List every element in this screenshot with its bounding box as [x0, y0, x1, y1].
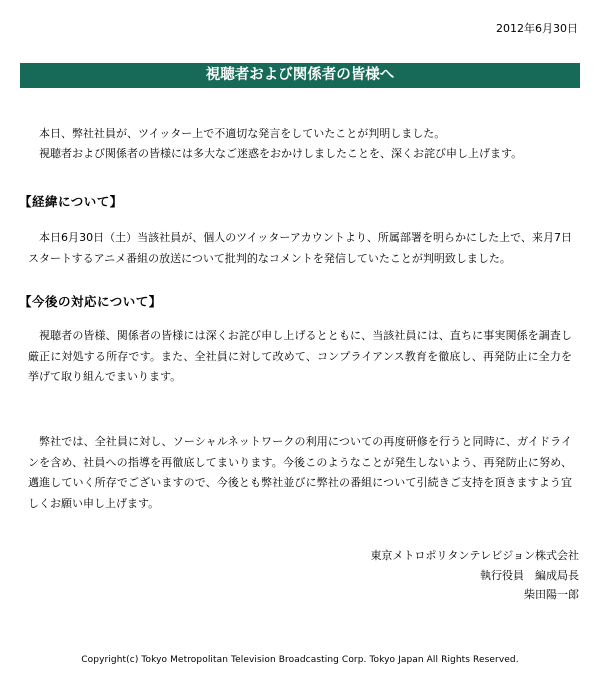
- intro-text: [28, 124, 578, 164]
- signature-name: 柴田陽一郎: [524, 588, 579, 601]
- copyright-notice: Copyright(c) Tokyo Metropolitan Television Broadcasting Corp. Tokyo Japan All Rights Reserved.: [81, 655, 519, 665]
- release-date: 2012年6月30日: [496, 22, 578, 35]
- section-body-response: 視聴者の皆様、関係者の皆様には深くお詫び申し上げるとともに、当該社員には、直ちに事実関係を調査し厳正に対処する所存です。また、全社員に対して改めて、コンプライアンス教育を徹底し、再発防止に全力を挙げて取り組んでまいります。: [28, 329, 572, 383]
- page-title: 視聴者および関係者の皆様へ: [20, 63, 580, 88]
- signature-company: 東京メトロポリタンテレビジョン株式会社: [370, 549, 579, 562]
- closing-paragraph: 弊社では、全社員に対し、ソーシャルネットワークの利用についての再度研修を行うと同時に、ガイドラインを含め、社員への指導を再徹底してまいります。今後このようなことが発生しないよう、再発防止に努め、邁進していく所存でございますので、今後とも弊社並びに弊社の番組について引続きご支持を頂きますよう宜しくお願い申し上げます。: [28, 435, 572, 510]
- intro-line-1: 本日、弊社社員が、ツイッター上で不適切な発言をしていたことが判明しました。: [39, 127, 446, 140]
- section-heading-background: 【経緯について】: [19, 194, 123, 209]
- intro-line-2: 視聴者および関係者の皆様には多大なご迷惑をおかけしましたことを、深くお詫び申し上げます。: [39, 147, 523, 160]
- signature-block: [370, 546, 579, 605]
- section-body-background: 本日6月30日（土）当該社員が、個人のツイッターアカウントより、所属部署を明らかにした上で、来月7日スタートするアニメ番組の放送について批判的なコメントを発信していたことが判明致しました。: [28, 231, 572, 265]
- section-heading-response: 【今後の対応について】: [19, 294, 162, 309]
- signature-position: 執行役員 編成局長: [480, 568, 579, 582]
